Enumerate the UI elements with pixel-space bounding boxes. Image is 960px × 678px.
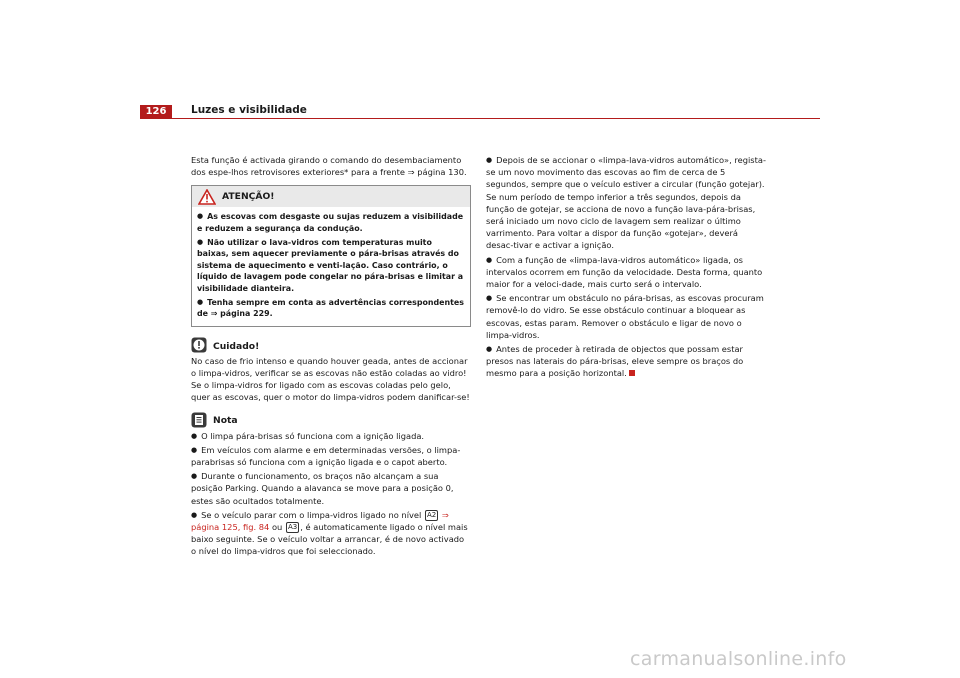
note-header	[191, 412, 471, 428]
note-item: ● O limpa pára-brisas só funciona com a ignição ligada.	[191, 430, 471, 442]
page-reference-link[interactable]: ⇒ página 125, fig. 84	[191, 509, 449, 532]
position-mark: A2	[426, 510, 437, 519]
header-rule	[140, 118, 820, 119]
caution-text: No caso de frio intenso e quando houver geada, antes de accionar o limpa-vidros, verificar se as escovas não estão coladas ao vidro! Se o limpa-vidros for ligado com as escovas coladas pelo gelo, quer as escovas, quer o motor do limpa-vidros podem danificar-se!	[191, 355, 470, 403]
warning-triangle-icon	[198, 189, 216, 205]
list-item: ● Com a função de «limpa-lava-vidros automático» ligada, os intervalos ocorrem em função da velocidade. Desta forma, quanto maior for a veloci-dade, mais curto será o intervalo.	[486, 254, 766, 291]
note-text: , é automaticamente ligado o nível mais baixo seguinte. Se o veículo voltar a arrancar, é de novo activado o nível do limpa-vidros que foi seleccionado.	[191, 521, 468, 557]
note-text: Se o veículo parar com o limpa-vidros ligado no nível	[201, 509, 422, 520]
note-item: ● Durante o funcionamento, os braços não alcançam a sua posição Parking. Quando a alavanca se move para a posição 0, estes são ocultados totalmente.	[191, 470, 471, 507]
end-of-section-icon	[629, 370, 635, 376]
warning-header	[192, 186, 470, 207]
note-item: ● Em veículos com alarme e em determinadas versões, o limpa-parabrisas só funciona com a ignição ligada e o capot aberto.	[191, 444, 471, 468]
caution-icon	[191, 337, 207, 353]
right-column	[486, 154, 766, 382]
warning-item: ● Tenha sempre em conta as advertências correspondentes de ⇒ página 229.	[197, 297, 465, 320]
note-item-last	[191, 509, 471, 558]
note-text: ou	[271, 521, 283, 532]
list-item-text: Antes de proceder à retirada de objectos que possam estar presos nas laterais do pára-brisas, eleve sempre os braços do mesmo para a posição horizontal.	[486, 344, 744, 379]
note-title: Nota	[213, 415, 238, 427]
section-title: Luzes e visibilidade	[191, 104, 307, 116]
warning-item: ● As escovas com desgaste ou sujas reduzem a visibilidade e reduzem a segurança da condução.	[197, 211, 465, 234]
note-icon	[191, 412, 207, 428]
warning-item: ● Não utilizar o lava-vidros com temperaturas muito baixas, sem aquecer previamente o pára-brisas através do sistema de aquecimento e venti-lação. Caso contrário, o líquido de lavagem pode congelar no pára-brisas e limitar a visibilidade dianteira.	[197, 237, 465, 295]
watermark: carmanualsonline.info	[630, 648, 847, 670]
left-column	[191, 154, 471, 560]
intro-paragraph: Esta função é activada girando o comando do desembaciamento dos espe-lhos retrovisores exteriores* para a frente ⇒ página 130.	[191, 155, 467, 178]
page-number: 126	[140, 105, 172, 119]
caution-header	[191, 337, 471, 353]
caution-title: Cuidado!	[213, 340, 260, 352]
warning-body	[192, 207, 470, 319]
warning-box	[191, 185, 471, 326]
list-item: ● Depois de se accionar o «limpa-lava-vidros automático», regista-se um novo movimento das escovas ao fim de cerca de 5 segundos, sempre que o veículo estiver a circular (função gotejar). Se num período de tempo inferior a três segundos, depois da função de gotejar, se acciona de novo a função lava-pára-brisas, será iniciado um novo ciclo de lavagem sem realizar o último varrimento. Para voltar a dispor da função «gotejar», deverá desac-tivar e activar a ignição.	[486, 154, 766, 252]
list-item-last	[486, 343, 766, 380]
position-mark: A3	[287, 522, 298, 531]
warning-title: ATENÇÃO!	[222, 190, 275, 202]
list-item: ● Se encontrar um obstáculo no pára-brisas, as escovas procuram removê-lo do vidro. Se esse obstáculo continuar a bloquear as escovas, estas param. Remover o obstáculo e ligar de novo o limpa-vidros.	[486, 292, 766, 341]
